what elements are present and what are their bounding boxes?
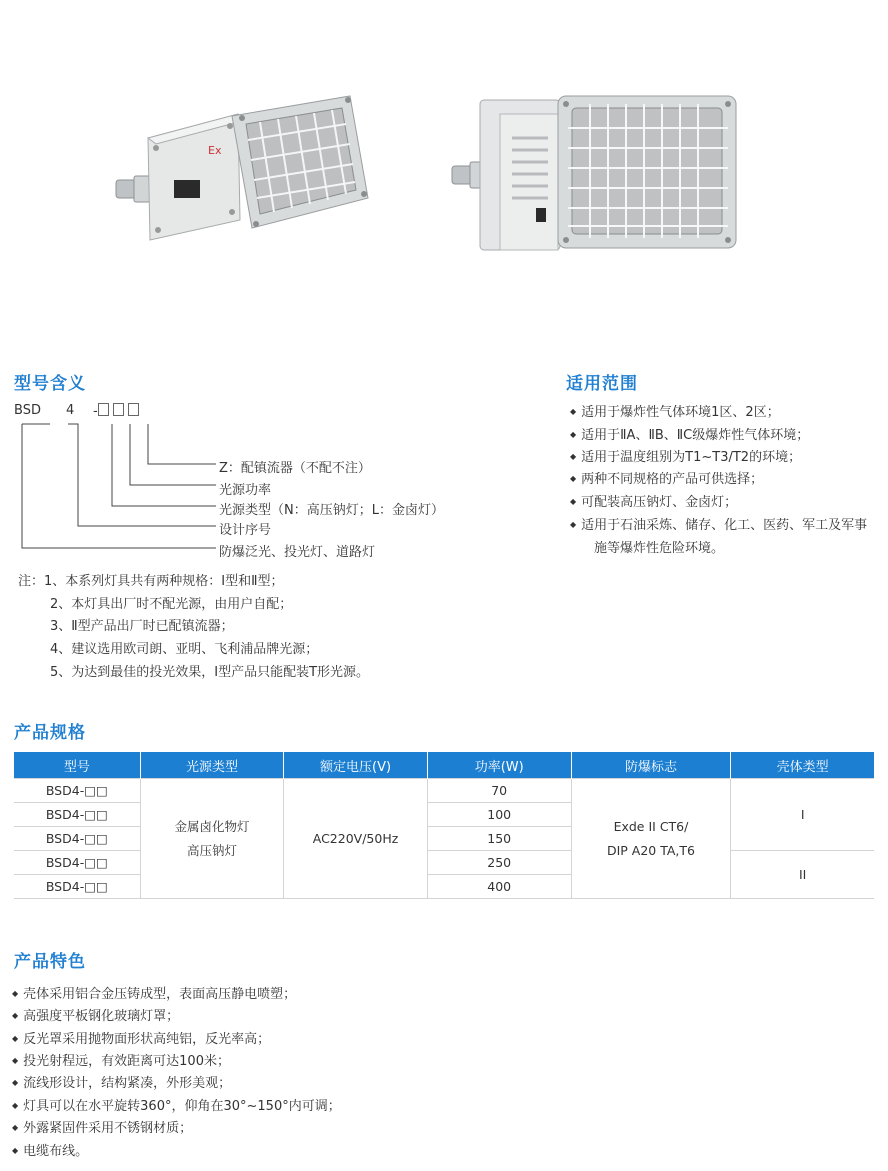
scope-item: ◆ 适用于石油采炼、储存、化工、医药、军工及军事 — [570, 514, 888, 533]
col-header-voltage: 额定电压(V) — [284, 752, 427, 779]
scope-item: ◆ 适用于爆炸性气体环境1区、2区； — [570, 401, 780, 420]
cell-housing-type-1: I — [731, 779, 874, 851]
cell-model: BSD4-□□ — [14, 827, 140, 851]
col-header-model: 型号 — [14, 752, 140, 779]
scope-item: ◆ 两种不同规格的产品可供选择； — [570, 468, 763, 487]
feature-item: ◆ 灯具可以在水平旋转360°，仰角在30°~150°内可调； — [12, 1095, 341, 1114]
cell-model: BSD4-□□ — [14, 875, 140, 899]
spec-title: 产品规格 — [14, 723, 86, 743]
scope-item: ◆ 可配装高压钠灯、金卤灯； — [570, 491, 737, 510]
cell-power: 70 — [427, 779, 571, 803]
note-5: 5、为达到最佳的投光效果，Ⅰ型产品只能配装T形光源。 — [50, 665, 370, 680]
col-header-ex-mark: 防爆标志 — [571, 752, 731, 779]
feature-item: ◆ 电缆布线。 — [12, 1140, 88, 1159]
legend-design-no: 设计序号 — [219, 523, 272, 538]
cell-ex-mark — [571, 779, 731, 899]
cell-model: BSD4-□□ — [14, 851, 140, 875]
placeholder-box-2 — [113, 403, 124, 416]
light-source-line-2: 高压钠灯 — [186, 842, 237, 858]
legend-power: 光源功率 — [219, 483, 272, 498]
model-code-leader-lines — [20, 420, 220, 555]
legend-ballast: Z：配镇流器（不配不注） — [219, 461, 371, 476]
cell-housing-type-2: II — [731, 851, 874, 899]
feature-item: ◆ 壳体采用铝合金压铸成型，表面高压静电喷塑； — [12, 983, 296, 1002]
note-2: 2、本灯具出厂时不配光源，由用户自配； — [50, 597, 293, 612]
light-source-line-1: 金属卤化物灯 — [174, 818, 250, 834]
spec-table-header-row — [14, 752, 874, 779]
features-title: 产品特色 — [14, 952, 86, 972]
model-code-suffix — [93, 403, 143, 419]
feature-item: ◆ 高强度平板钢化玻璃灯罩； — [12, 1005, 179, 1024]
note-3: 3、Ⅱ型产品出厂时已配镇流器； — [50, 619, 234, 634]
feature-item: ◆ 流线形设计，结构紧凑，外形美观； — [12, 1072, 231, 1091]
cell-power: 150 — [427, 827, 571, 851]
col-header-power: 功率(W) — [427, 752, 571, 779]
legend-category: 防爆泛光、投光灯、道路灯 — [219, 545, 376, 560]
feature-item: ◆ 反光罩采用抛物面形状高纯铝，反光率高； — [12, 1028, 270, 1047]
col-header-light-source: 光源类型 — [140, 752, 284, 779]
cell-power: 100 — [427, 803, 571, 827]
ex-mark-line-2: DIP A20 TA,T6 — [606, 842, 695, 858]
feature-item: ◆ 投光射程远，有效距离可达100米； — [12, 1050, 230, 1069]
placeholder-box-1 — [98, 403, 109, 416]
cell-power: 250 — [427, 851, 571, 875]
scope-item: ◆ 适用于ⅡA、ⅡB、ⅡC级爆炸性气体环境； — [570, 424, 809, 443]
table-row — [14, 779, 874, 803]
legend-source-type: 光源类型（N：高压钠灯；L：金卤灯） — [219, 503, 444, 518]
placeholder-box-3 — [128, 403, 139, 416]
model-code — [14, 403, 41, 418]
model-code-dash: - — [93, 404, 98, 419]
cell-light-source — [140, 779, 284, 899]
ex-mark-line-1: Exde II CT6/ — [613, 818, 689, 834]
note-4: 4、建议选用欧司朗、亚明、飞利浦品牌光源； — [50, 642, 319, 657]
model-meaning-title: 型号含义 — [14, 374, 86, 394]
product-image-type-1 — [110, 88, 380, 258]
model-code-prefix: BSD — [14, 403, 41, 418]
cell-model: BSD4-□□ — [14, 779, 140, 803]
scope-title: 适用范围 — [566, 374, 638, 394]
scope-item: ◆ 适用于温度组别为T1~T3/T2的环境； — [570, 446, 801, 465]
cell-model: BSD4-□□ — [14, 803, 140, 827]
cell-power: 400 — [427, 875, 571, 899]
cell-voltage: AC220V/50Hz — [284, 779, 427, 899]
col-header-housing: 壳体类型 — [731, 752, 874, 779]
product-image-type-2 — [448, 86, 758, 258]
model-code-number: 4 — [66, 403, 75, 418]
note-1: 注：1、本系列灯具共有两种规格：Ⅰ型和Ⅱ型； — [18, 574, 284, 589]
spec-table — [14, 752, 874, 899]
scope-item-continuation: 施等爆炸性危险环境。 — [594, 541, 725, 556]
svg-text:Ex: Ex — [208, 144, 222, 157]
feature-item: ◆ 外露紧固件采用不锈钢材质； — [12, 1117, 192, 1136]
